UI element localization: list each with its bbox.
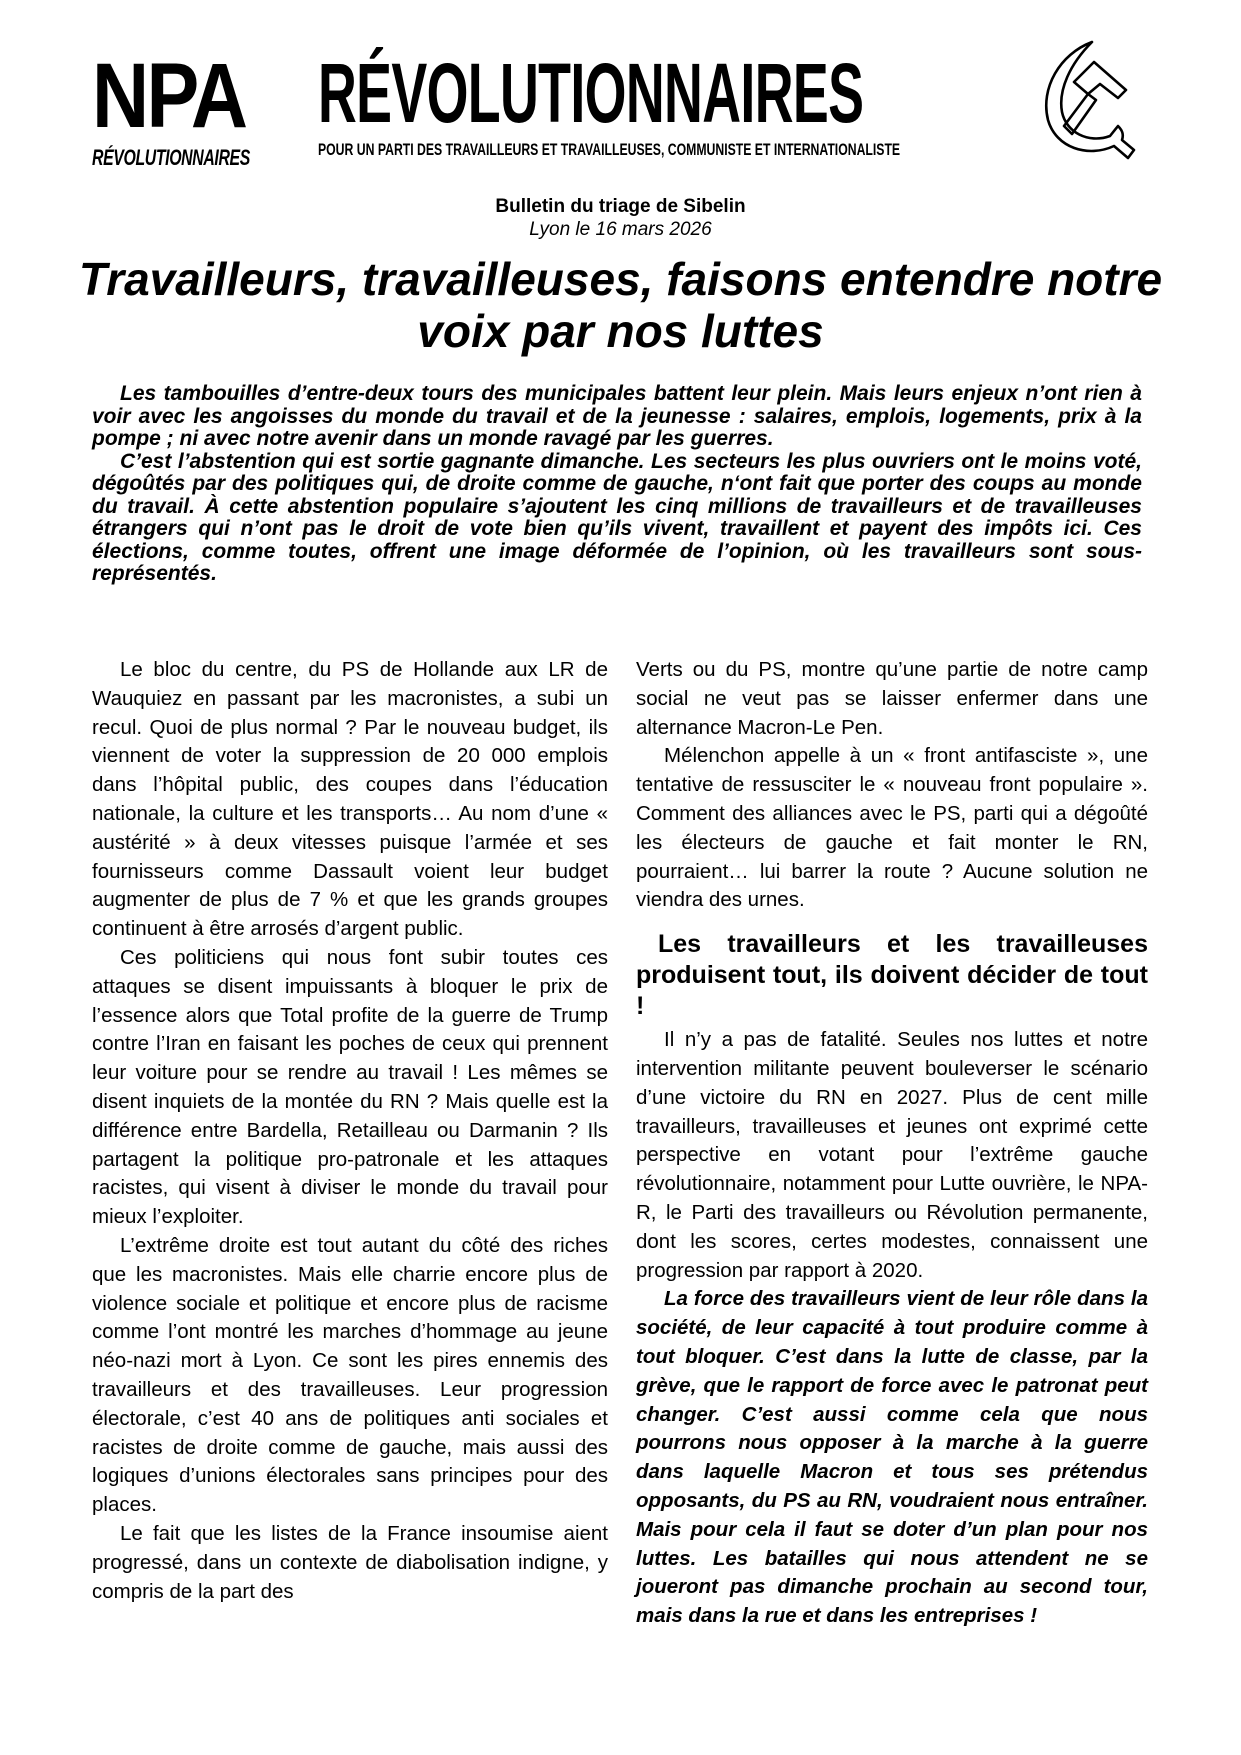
bulletin-date: Lyon le 16 mars 2026 <box>529 219 712 240</box>
right-column <box>636 656 1148 1631</box>
body-paragraph: Le fait que les listes de la France insoumise aient progressé, dans un contexte de diabolisation indigne, y compris de la part des <box>92 1521 608 1603</box>
body-paragraph: Mélenchon appelle à un « front antifasciste », une tentative de ressusciter le « nouveau front populaire ». Comment des alliances avec le PS, parti qui a dégoûté les électeurs de gauche et fait monter le RN, pourraient… lui barrer la route ? Aucune solution ne viendra des urnes. <box>636 744 1148 912</box>
chapeau-paragraph: C’est l’abstention qui est sortie gagnante dimanche. Les secteurs les plus ouvriers ont le moins voté, dégoûtés par des politiques qui, de droite comme de gauche, n‘ont fait que porter des coups au monde du travail. À cette abstention populaire s’ajoutent les cinq millions de travailleurs et de travailleuses étrangers qui n’ont pas le droit de vote bien qu’ils vivent, travaillent et payent des impôts ici. Ces élections, comme toutes, offrent une image déformée de l’opinion, où les travailleurs sont sous-représentés. <box>92 449 1142 585</box>
npa-logo <box>92 45 272 170</box>
body-paragraph: Ces politiciens qui nous font subir toutes ces attaques se disent impuissants à bloquer le prix de l’essence alors que Total profite de la guerre de Trump contre l’Iran en faisant les poches de ceux qui prennent leur voiture pour se rendre au travail ! Les mêmes se disent inquiets de la montée du RN ? Mais quelle est la différence entre Bardella, Retailleau ou Darmanin ? Ils partagent la politique pro-patronale et les attaques racistes, qui visent à diviser le monde du travail pour mieux l’exploiter. <box>92 945 608 1229</box>
body-paragraph-continuation: Verts ou du PS, montre qu’une partie de notre camp social ne veut pas se laisser enfermer dans une alternance Macron-Le Pen. <box>636 658 1148 739</box>
masthead-title: RÉVOLUTIONNAIRES <box>318 46 864 140</box>
body-paragraph: Il n’y a pas de fatalité. Seules nos luttes et notre intervention militante peuvent bouleverser le scénario d’une victoire du RN en 2027. Plus de cent mille travailleurs, travailleuses et jeunes ont exprimé cette perspective en votant pour l’extrême gauche révolutionnaire, notamment pour Lutte ouvrière, le NPA-R, le Parti des travailleurs ou Révolution permanente, dont les scores, certes modestes, connaissent une progression par rapport à 2020. <box>636 1028 1148 1282</box>
bulletin-info <box>0 195 1241 241</box>
conclusion-paragraph: La force des travailleurs vient de leur rôle dans la société, de leur capacité à tout produire comme à tout bloquer. C’est dans la lutte de classe, par la grève, que le rapport de force avec le patronat peut changer. C’est aussi comme cela que nous pourrons nous opposer à la marche à la guerre dans laquelle Macron et tous ses prétendus opposants, du PS au RN, voudraient nous entraîner. Mais pour cela il faut se doter d’un plan pour nos luttes. Les batailles qui nous attendent ne se joueront pas dimanche prochain au second tour, mais dans la rue et dans les entreprises ! <box>636 1287 1148 1628</box>
left-column <box>92 656 608 1606</box>
masthead-title-block <box>318 48 978 160</box>
section-subheading: Les travailleurs et les travailleuses produisent tout, ils doivent décider de tout ! <box>636 930 1148 1021</box>
chapeau-paragraph: Les tambouilles d’entre-deux tours des municipales battent leur plein. Mais leurs enjeux n’ont rien à voir avec les angoisses du monde du travail et de la jeunesse : salaires, emplois, logements, prix à la pompe ; ni avec notre avenir dans un monde ravagé par les guerres. <box>92 382 1142 450</box>
hammer-and-sickle-icon <box>1030 40 1140 170</box>
body-paragraph: Le bloc du centre, du PS de Hollande aux LR de Wauquiez en passant par les macronistes, a subi un recul. Quoi de plus normal ? Par le nouveau budget, ils viennent de voter la suppression de 20 000 emplois dans l’hôpital public, des coupes dans l’éducation nationale, la culture et les transports… Au nom d’une « austérité » à deux vitesses puisque l’armée et ses fournisseurs comme Dassault voient leur budget augmenter de plus de 7 % et que les grands groupes continuent à être arrosés d’argent public. <box>92 658 608 941</box>
masthead-subtitle: POUR UN PARTI DES TRAVAILLEURS ET TRAVAILLEUSES, COMMUNISTE ET INTERNATIONALISTE <box>318 140 901 159</box>
headline: Travailleurs, travailleuses, faisons entendre notre voix par nos luttes <box>78 253 1163 357</box>
npa-logo-sub: RÉVOLUTIONNAIRES <box>92 145 250 170</box>
bulletin-name: Bulletin du triage de Sibelin <box>495 196 746 217</box>
body-paragraph: L’extrême droite est tout autant du côté des riches que les macronistes. Mais elle charrie encore plus de violence sociale et politique et encore plus de racisme comme l’ont montré les marches d’hommage au jeune néo-nazi mort à Lyon. Ce sont les pires ennemis des travailleurs et des travailleuses. Leur progression électorale, c’est 40 ans de politiques anti sociales et racistes de droite comme de gauche, mais aussi des logiques d’unions électorales sans principes pour des places. <box>92 1233 608 1517</box>
chapeau <box>92 383 1142 586</box>
npa-logo-main: NPA <box>92 45 246 147</box>
